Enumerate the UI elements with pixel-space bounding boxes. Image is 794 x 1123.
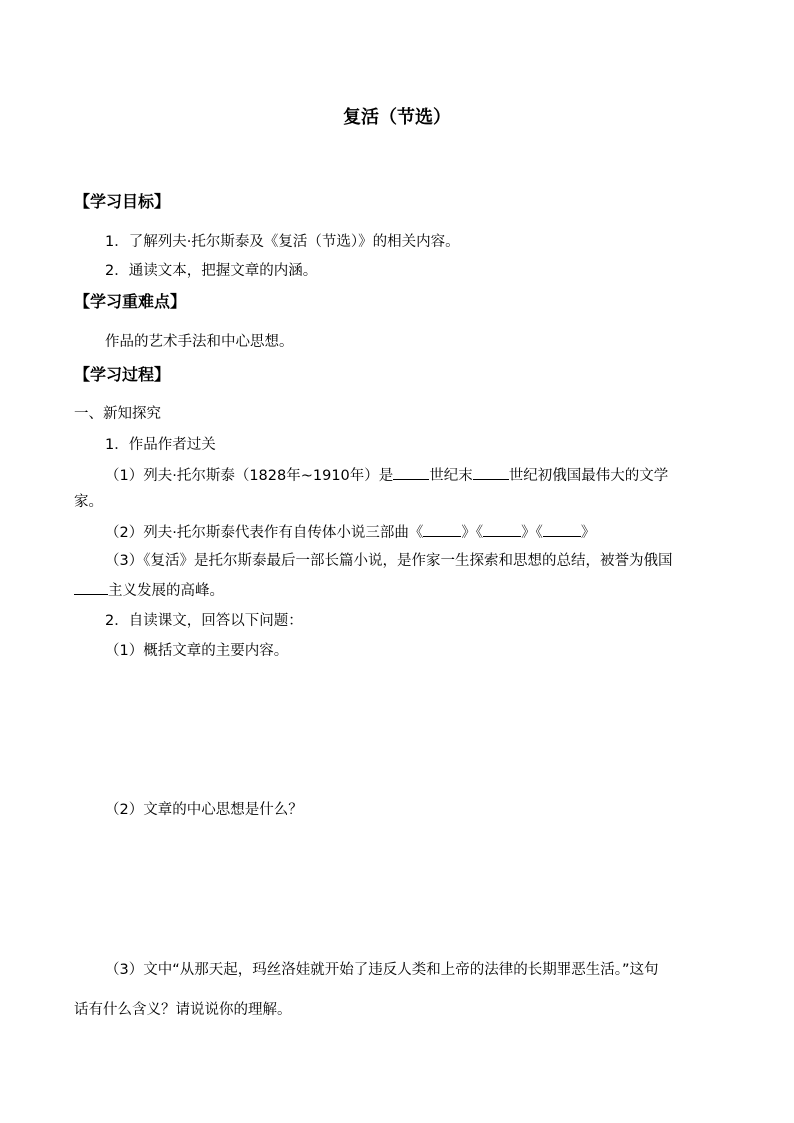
answer-blank[interactable] <box>483 522 521 537</box>
goals-heading: 【学习目标】 <box>74 192 171 211</box>
question-2-2: （2）文章的中心思想是什么？ <box>105 802 303 818</box>
question-1-1 <box>105 465 668 486</box>
answer-blank[interactable] <box>473 465 509 480</box>
process-heading: 【学习过程】 <box>74 365 171 384</box>
answer-blank[interactable] <box>423 522 461 537</box>
q1-2-text-d: 》 <box>580 525 596 541</box>
question-1-2 <box>105 522 595 543</box>
q1-3-text-b: 主义发展的高峰。 <box>108 583 224 599</box>
question-2: 2．自读课文，回答以下问题： <box>105 613 303 629</box>
q1-1-text-a: （1）列夫·托尔斯泰（1828年~1910年）是 <box>105 468 394 484</box>
q1-1-text-c: 世纪初俄国最伟大的文学 <box>508 468 669 484</box>
question-2-3: （3）文中“从那天起，玛丝洛娃就开始了违反人类和上帝的法律的长期罪恶生活。”这句 <box>105 962 659 978</box>
part1-heading: 一、新知探究 <box>74 406 161 422</box>
q1-2-text-a: （2）列夫·托尔斯泰代表作有自传体小说三部曲《 <box>105 525 424 541</box>
q1-2-text-b: 》《 <box>461 525 484 541</box>
question-1-3: （3）《复活》是托尔斯泰最后一部长篇小说，是作家一生探索和思想的总结，被誉为俄国 <box>105 553 673 569</box>
q1-1-text-b: 世纪末 <box>429 468 473 484</box>
question-1-1-cont: 家。 <box>74 494 103 510</box>
page-title: 复活（节选） <box>343 107 451 128</box>
difficulty-text: 作品的艺术手法和中心思想。 <box>105 334 294 350</box>
q1-2-text-c: 》《 <box>521 525 543 541</box>
goal-item-2: 2．通读文本，把握文章的内涵。 <box>105 263 318 279</box>
question-2-3-cont: 话有什么含义？请说说你的理解。 <box>74 1002 292 1018</box>
answer-blank[interactable] <box>543 522 581 537</box>
difficulty-heading: 【学习重难点】 <box>74 292 187 311</box>
question-2-1: （1）概括文章的主要内容。 <box>105 643 289 659</box>
question-1: 1．作品作者过关 <box>105 437 216 453</box>
goal-item-1: 1．了解列夫·托尔斯泰及《复活（节选）》的相关内容。 <box>105 234 460 250</box>
question-1-3-cont <box>74 580 224 601</box>
answer-blank[interactable] <box>393 465 429 480</box>
answer-blank[interactable] <box>74 580 108 595</box>
